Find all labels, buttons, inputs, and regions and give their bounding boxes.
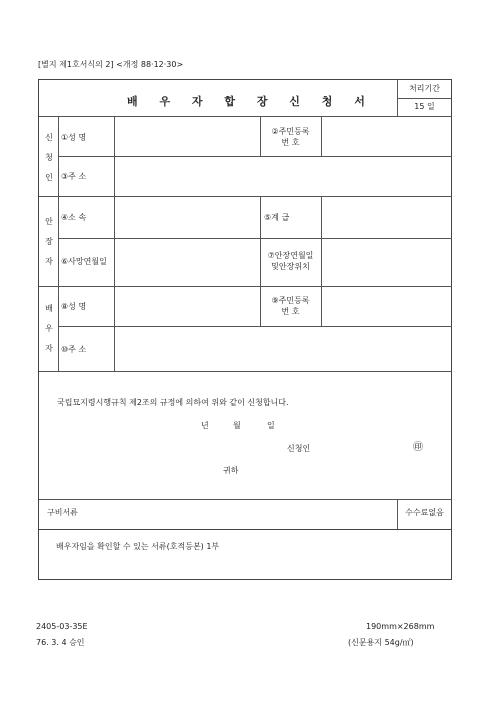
- divider: [114, 116, 115, 156]
- divider: [321, 116, 322, 156]
- required-docs-box: [38, 530, 452, 580]
- recipient-label: 귀하: [223, 466, 239, 475]
- seal-mark: ㊞: [413, 442, 423, 453]
- approval-date: 76. 3. 4 승인: [36, 638, 85, 647]
- burial-date-label-1: ⑦안장연월일: [267, 251, 314, 260]
- application-form: [38, 79, 452, 530]
- divider: [321, 196, 322, 286]
- rank-label: ⑤계 급: [264, 213, 290, 222]
- divider: [58, 326, 452, 327]
- burial-date-label-2: 및안장위치: [271, 262, 310, 271]
- divider: [260, 196, 261, 286]
- date-month: 월: [233, 421, 241, 430]
- divider: [58, 238, 452, 239]
- spouse-name-label: ⑧성 명: [61, 302, 87, 311]
- divider: [114, 156, 115, 196]
- paper-type: (신문용지 54g/㎡): [348, 638, 414, 647]
- affiliation-label: ④소 속: [61, 213, 87, 222]
- form-code: 2405-03-35E: [36, 622, 88, 631]
- divider: [39, 286, 452, 287]
- form-title: 배 우 자 합 장 신 청 서: [127, 95, 374, 108]
- date-year: 년: [201, 421, 209, 430]
- divider: [397, 98, 452, 99]
- spouse-address-label: ⑩주 소: [61, 345, 87, 354]
- divider: [321, 286, 322, 326]
- applicant-address-label: ③주 소: [61, 172, 87, 181]
- statement-text: 국립묘지령시행규칙 제2조의 규정에 의하여 위와 같이 신청합니다.: [57, 398, 289, 407]
- spouse-id-label-1: ⑨주민등록: [271, 296, 310, 305]
- required-docs-label: 구비서류: [47, 508, 78, 517]
- divider: [114, 196, 115, 286]
- date-day: 일: [267, 421, 275, 430]
- section-label-buried: 안 장 자: [45, 217, 53, 266]
- divider: [39, 499, 452, 500]
- divider: [260, 286, 261, 326]
- spouse-id-label-2: 번 호: [281, 307, 300, 316]
- form-number: [별지 제1호서식의 2] <개정 88·12·30>: [38, 60, 184, 69]
- divider: [39, 116, 452, 117]
- divider: [114, 286, 115, 371]
- divider: [39, 371, 452, 372]
- death-date-label: ⑥사망연월일: [61, 257, 107, 266]
- section-label-spouse: 배 우 자: [45, 304, 53, 353]
- applicant-id-label-1: ②주민등록: [271, 127, 310, 136]
- divider: [58, 116, 59, 371]
- paper-size: 190mm×268mm: [366, 622, 435, 631]
- applicant-signature-label: 신청인: [287, 444, 311, 453]
- section-label-applicant: 신 청 인: [45, 133, 53, 182]
- applicant-name-label: ①성 명: [61, 133, 87, 142]
- required-docs-content: 배우자임을 확인할 수 있는 서류(호적등본) 1부: [56, 542, 220, 551]
- processing-period-label: 처리기간: [409, 84, 440, 93]
- fee-label: 수수료없음: [405, 508, 444, 517]
- divider: [39, 196, 452, 197]
- divider: [58, 156, 452, 157]
- processing-period-value: 15 일: [414, 102, 435, 111]
- applicant-id-label-2: 번 호: [281, 138, 300, 147]
